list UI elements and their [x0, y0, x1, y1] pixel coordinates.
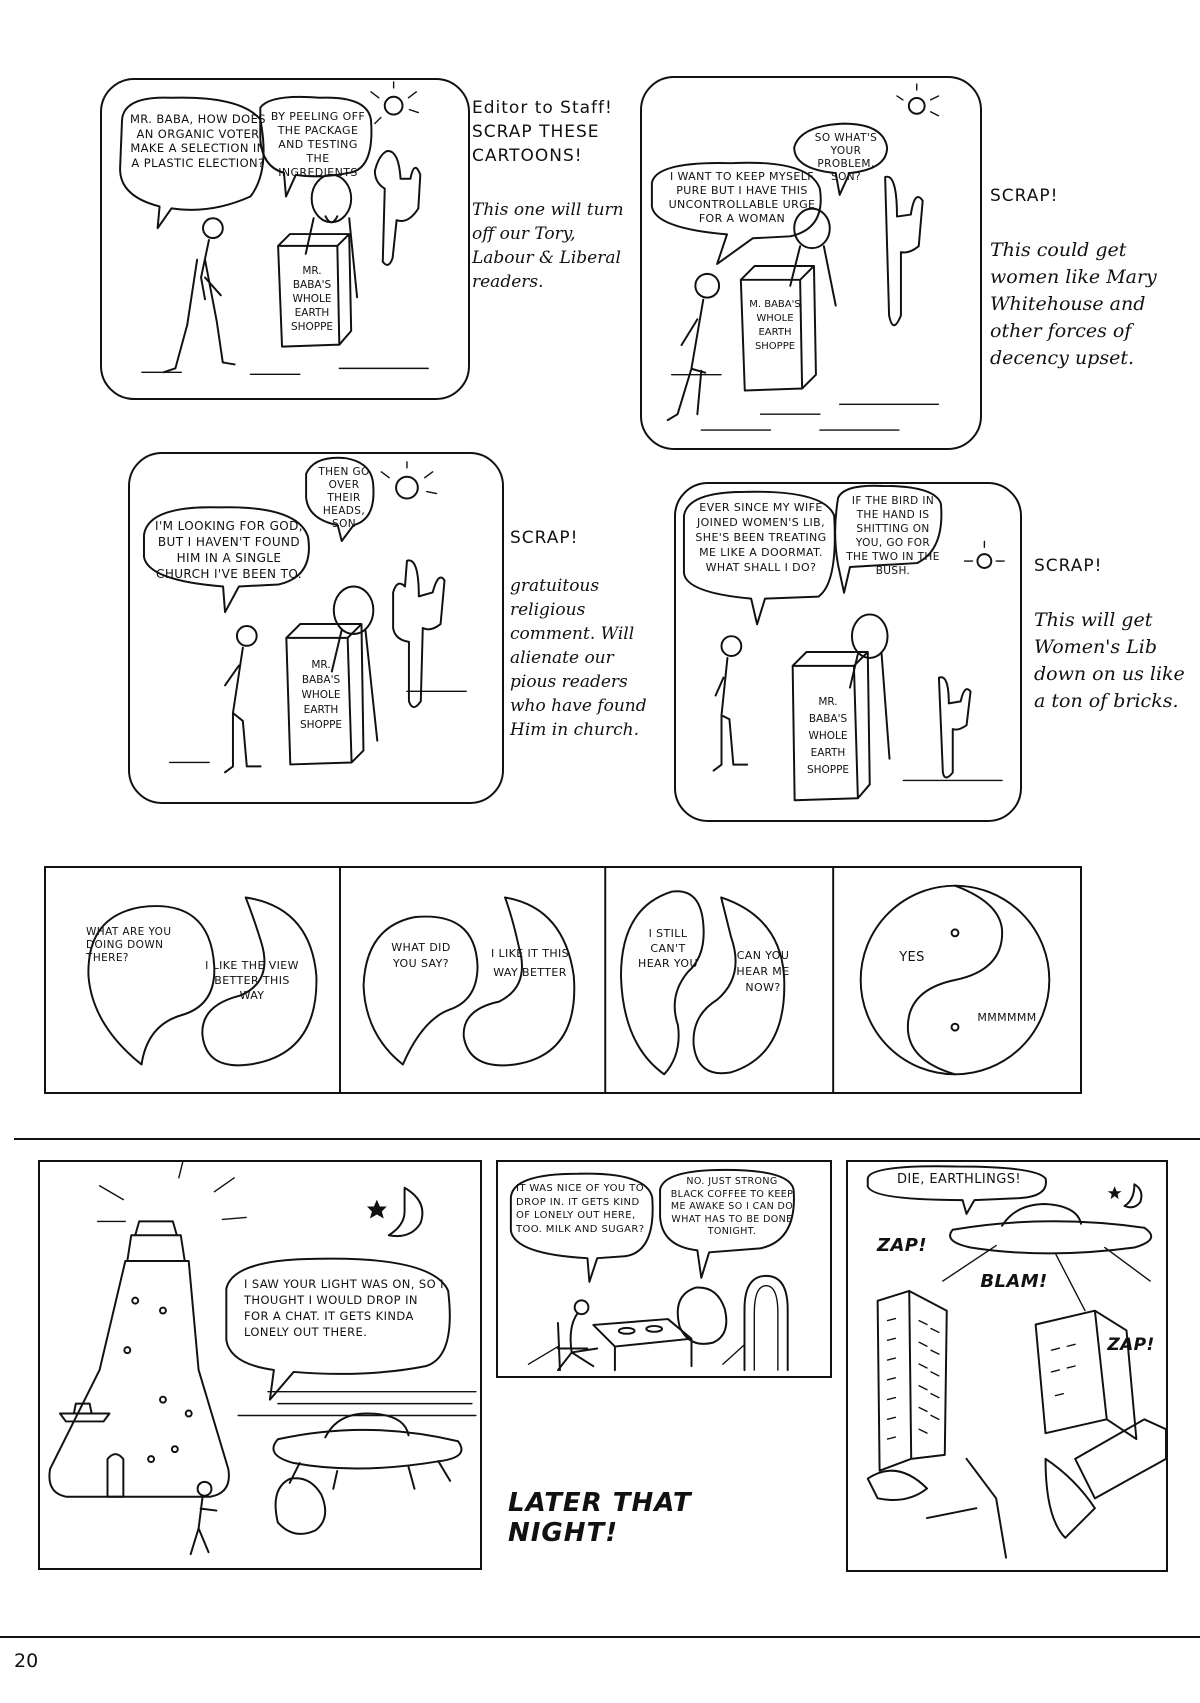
- visitor-speech-balloon: I SAW YOUR LIGHT WAS ON, SO I THOUGHT I WOULD DROP IN FOR A CHAT. IT GETS KINDA LONELY OUT THERE.: [244, 1277, 444, 1339]
- shop-sign: MR. BABA'S WHOLE EARTH SHOPPE: [299, 659, 343, 731]
- panel-womens-lib: [674, 482, 1022, 822]
- editor-note-4-text: This will get Women's Lib down on us like a ton of bricks.: [1034, 609, 1185, 712]
- editor-note-3-heading: SCRAP!: [510, 528, 579, 548]
- section-divider: [14, 1138, 1200, 1140]
- yy-4-right-text: MMMMMM: [977, 1011, 1037, 1024]
- shop-sign: MR. BABA'S WHOLE EARTH SHOPPE: [290, 265, 334, 333]
- editor-note-1-text: This one will turn off our Tory, Labour & Liberal readers.: [472, 200, 624, 292]
- keeper-speech-balloon: IT WAS NICE OF YOU TO DROP IN. IT GETS KIND OF LONELY OUT HERE, TOO. MILK AND SUGAR?: [516, 1183, 645, 1235]
- baba-speech-balloon: THEN GO OVER THEIR HEADS, SON: [318, 466, 370, 530]
- panel-coffee: [496, 1160, 832, 1378]
- yin-yang-strip: [44, 866, 1082, 1094]
- editor-note-3-text: gratuitous religious comment. Will alienate our pious readers who have found Him in church.: [510, 576, 647, 740]
- page-number: 20: [14, 1650, 39, 1672]
- panel-pure-urge: [640, 76, 982, 450]
- shop-sign: MR. BABA'S WHOLE EARTH SHOPPE: [806, 696, 850, 776]
- editor-note-4: [1034, 526, 1194, 742]
- panel-looking-for-god: [128, 452, 504, 804]
- yy-2-right-text: I LIKE IT THIS WAY BETTER: [490, 947, 570, 979]
- editor-note-4-heading: SCRAP!: [1034, 556, 1103, 576]
- man-speech-balloon: EVER SINCE MY WIFE JOINED WOMEN'S LIB, SHE'S BEEN TREATING ME LIKE A DOORMAT. WHAT SHALL I DO?: [695, 501, 827, 574]
- panel-lighthouse: [38, 1160, 482, 1570]
- editor-note-1: [472, 72, 642, 318]
- panel-invasion: [846, 1160, 1168, 1572]
- baba-speech-balloon: IF THE BIRD IN THE HAND IS SHITTING ON YOU, GO FOR THE TWO IN THE BUSH.: [846, 495, 940, 577]
- yy-3-right-text: CAN YOU HEAR ME NOW?: [736, 949, 790, 994]
- editor-note-2-text: This could get women like Mary Whitehouse and other forces of decency upset.: [990, 239, 1157, 369]
- footer-rule: [0, 1636, 1200, 1638]
- yy-3-left-text: I STILL CAN'T HEAR YOU: [638, 927, 698, 970]
- panel-lighthouse-art: [40, 1162, 480, 1568]
- sfx-blam: BLAM!: [980, 1271, 1048, 1292]
- yy-1-right-text: I LIKE THE VIEW BETTER THIS WAY: [205, 959, 299, 1002]
- sfx-zap-2: ZAP!: [1107, 1335, 1155, 1355]
- reporter-speech-balloon: MR. BABA, HOW DOES AN ORGANIC VOTER MAKE A SELECTION IN A PLASTIC ELECTION?: [129, 112, 267, 170]
- yy-2-left-text: WHAT DID YOU SAY?: [391, 941, 451, 970]
- yy-1-left-text: WHAT ARE YOU DOING DOWN THERE?: [86, 926, 172, 964]
- baba-speech-balloon: SO WHAT'S YOUR PROBLEM, SON?: [814, 132, 878, 183]
- youth-speech-balloon: I WANT TO KEEP MYSELF PURE BUT I HAVE THIS UNCONTROLLABLE URGE FOR A WOMAN: [668, 170, 816, 225]
- panel-invasion-art: [848, 1162, 1166, 1570]
- editor-note-2-heading: SCRAP!: [990, 186, 1059, 206]
- alien-speech-balloon: NO. JUST STRONG BLACK COFFEE TO KEEP ME AWAKE SO I CAN DO WHAT HAS TO BE DONE TONIGHT.: [670, 1176, 794, 1237]
- invasion-speech-balloon: DIE, EARTHLINGS!: [897, 1172, 1021, 1187]
- youth-speech-balloon: I'M LOOKING FOR GOD, BUT I HAVEN'T FOUND HIM IN A SINGLE CHURCH I'VE BEEN TO.: [155, 519, 303, 581]
- yy-4-left-text: YES: [899, 950, 925, 965]
- panel-organic-voter: [100, 78, 470, 400]
- baba-speech-balloon: BY PEELING OFF THE PACKAGE AND TESTING THE INGREDIENTS: [270, 110, 366, 179]
- later-that-night-caption: LATER THAT NIGHT!: [508, 1488, 692, 1548]
- shop-sign: M. BABA'S WHOLE EARTH SHOPPE: [749, 299, 801, 352]
- editor-note-3: [510, 502, 650, 766]
- editor-note-1-heading: Editor to Staff! SCRAP THESE CARTOONS!: [472, 98, 613, 166]
- editor-note-2: [990, 156, 1196, 399]
- sfx-zap-1: ZAP!: [877, 1235, 927, 1256]
